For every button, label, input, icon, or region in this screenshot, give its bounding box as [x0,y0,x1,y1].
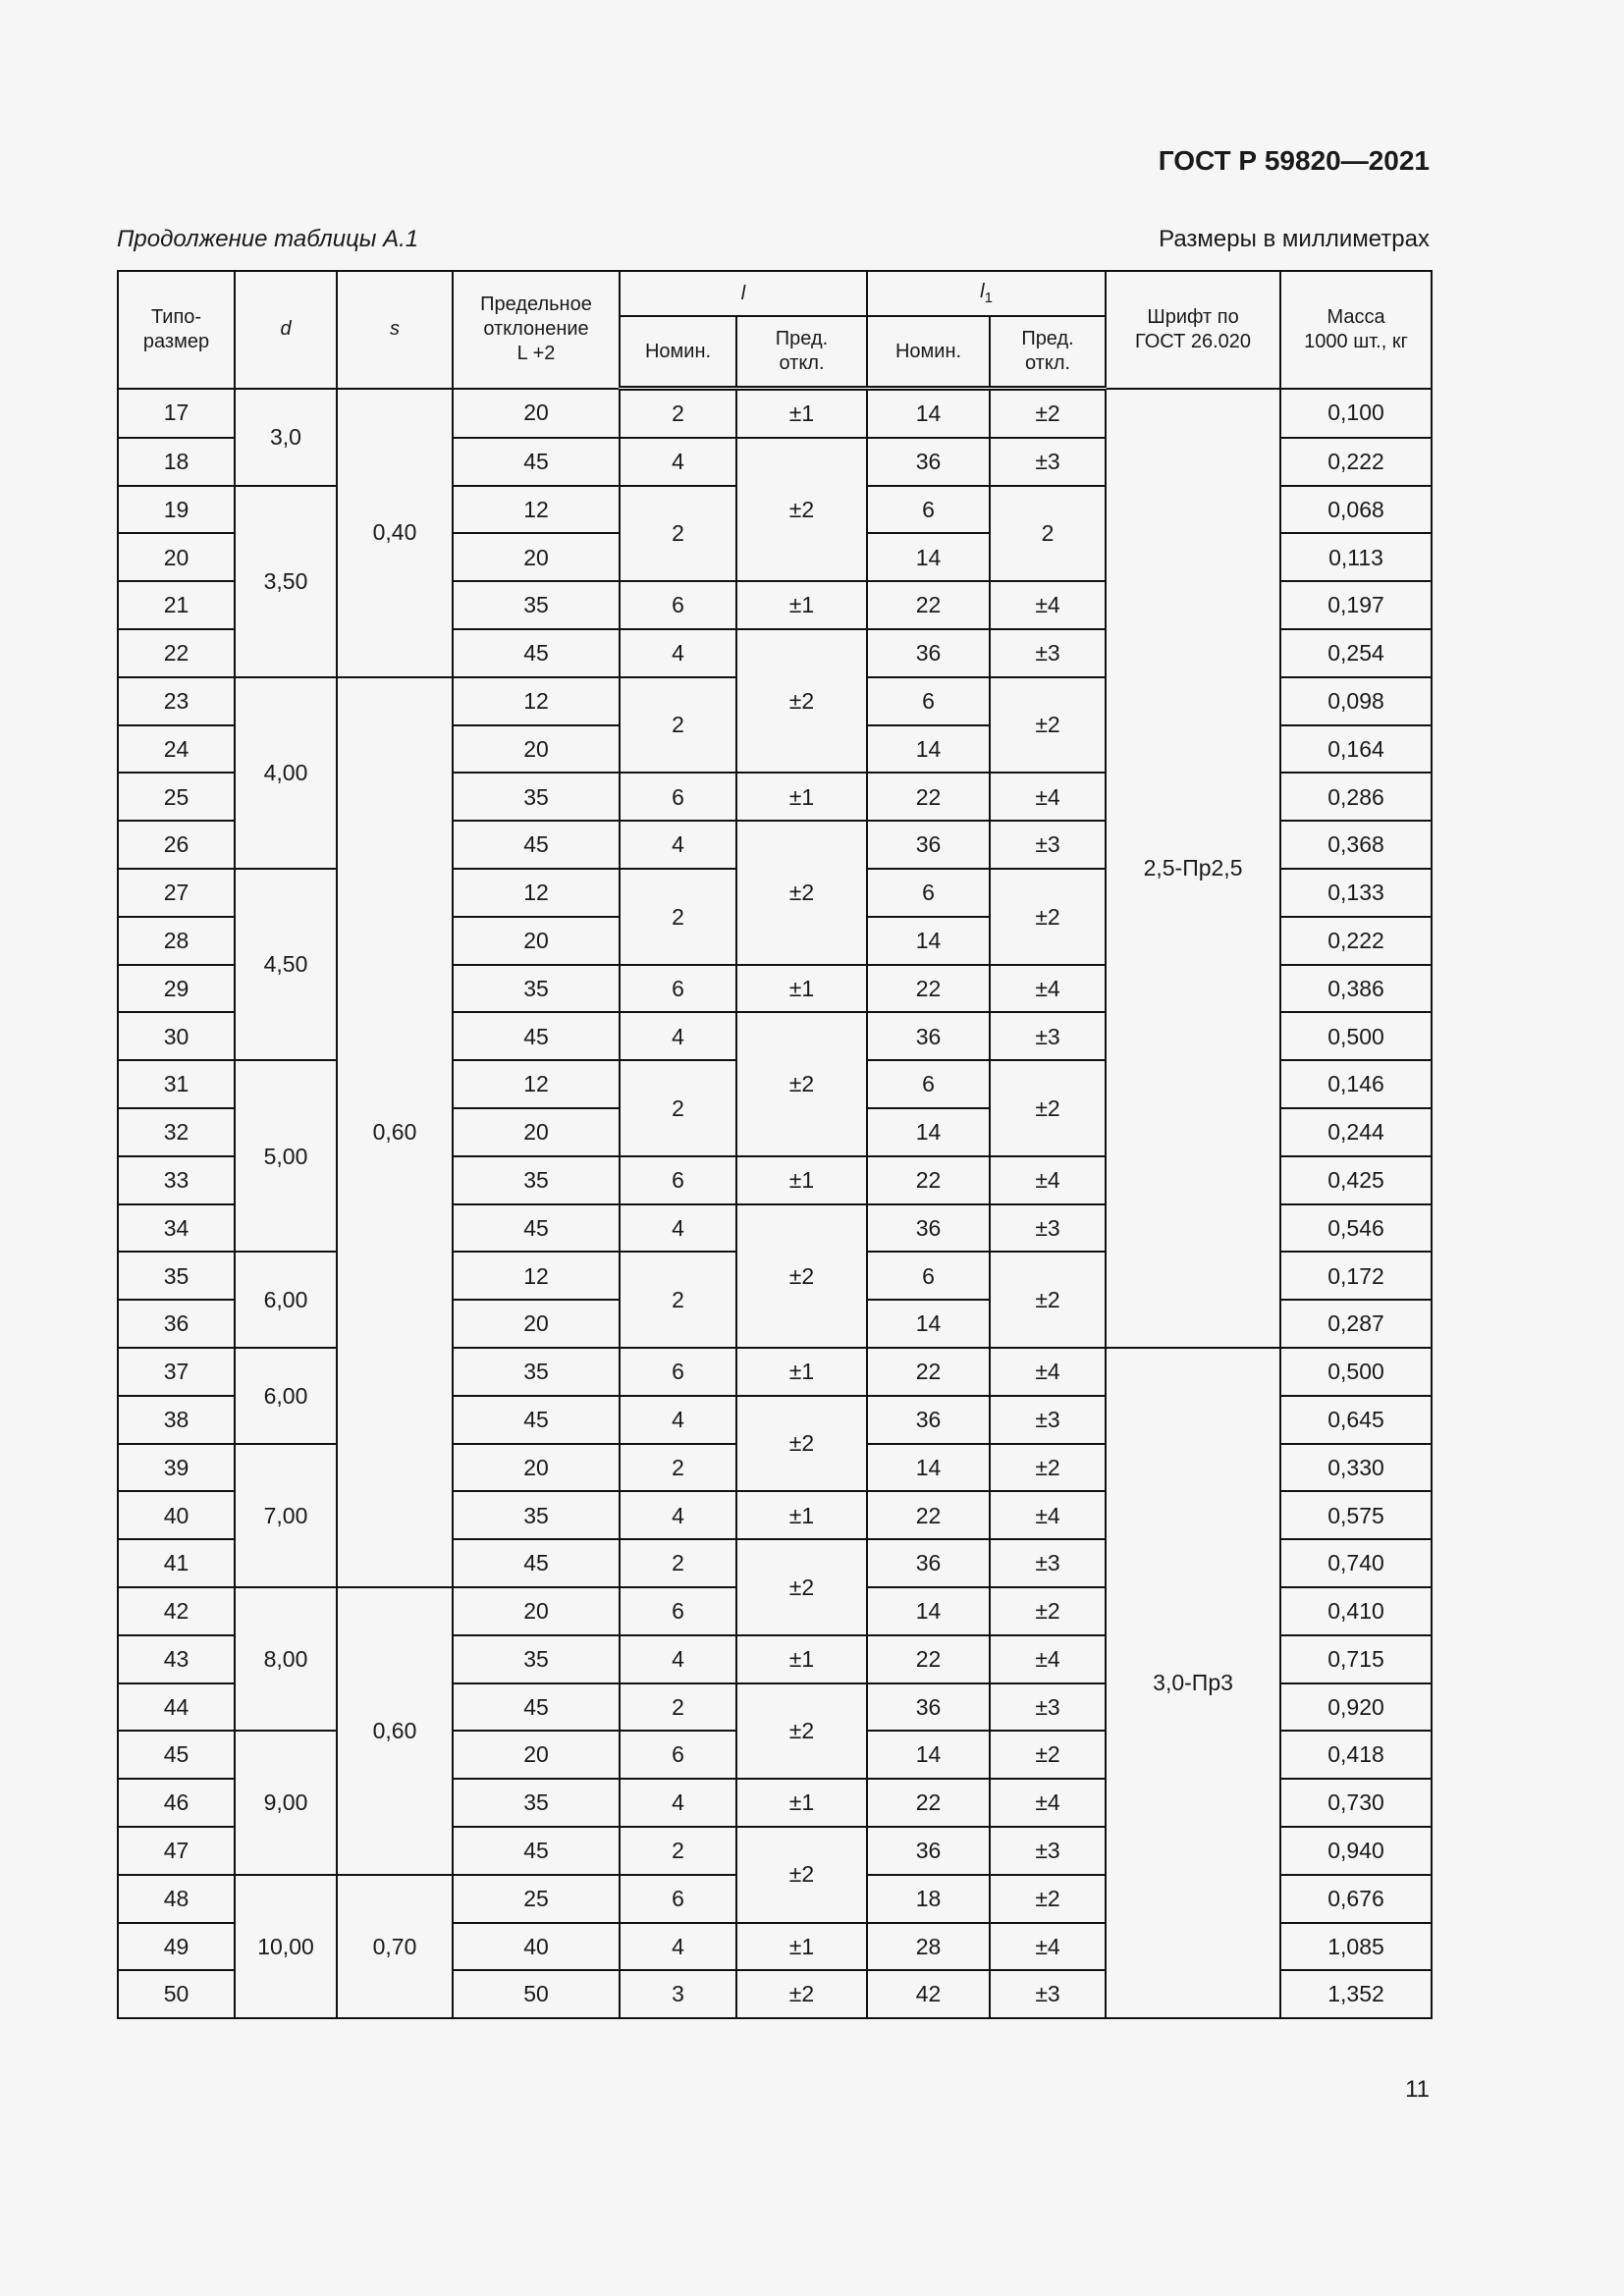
cell-l1-nomin: 6 [867,677,990,725]
cell-massa: 0,100 [1280,389,1432,438]
cell-tiporazmer: 47 [118,1827,235,1875]
header-shrift-text: Шрифт по ГОСТ 26.020 [1135,305,1252,352]
cell-s: 0,70 [337,1875,453,2018]
cell-l1-nomin: 36 [867,1539,990,1587]
cell-L: 12 [453,869,620,917]
cell-L: 50 [453,1970,620,2018]
cell-massa: 0,244 [1280,1108,1432,1156]
cell-tiporazmer: 30 [118,1012,235,1060]
cell-l-nomin: 2 [620,1539,736,1587]
cell-d: 9,00 [235,1731,337,1874]
cell-massa: 0,164 [1280,725,1432,774]
cell-massa: 0,197 [1280,581,1432,629]
cell-l1-pred: ±4 [990,1635,1106,1683]
cell-d: 8,00 [235,1587,337,1731]
header-l1-pred [990,316,1106,389]
cell-l-nomin: 4 [620,821,736,869]
cell-massa: 0,740 [1280,1539,1432,1587]
cell-l1-nomin: 14 [867,917,990,965]
cell-l-nomin: 6 [620,1875,736,1923]
cell-l1-pred: ±3 [990,1683,1106,1732]
cell-d: 6,00 [235,1348,337,1444]
cell-l-nomin: 4 [620,629,736,677]
cell-l-pred: ±2 [736,1539,867,1635]
cell-l-pred: ±1 [736,389,867,438]
cell-l1-pred: ±2 [990,1731,1106,1779]
cell-l1-pred: ±3 [990,629,1106,677]
cell-l-pred: ±1 [736,1156,867,1204]
cell-L: 35 [453,773,620,821]
cell-L: 20 [453,1731,620,1779]
cell-l-pred: ±1 [736,1635,867,1683]
cell-l-pred: ±1 [736,1348,867,1396]
cell-l1-nomin: 18 [867,1875,990,1923]
cell-l1-pred: ±4 [990,1348,1106,1396]
cell-tiporazmer: 33 [118,1156,235,1204]
cell-l-pred: ±2 [736,1204,867,1348]
cell-l-nomin: 2 [620,1827,736,1875]
cell-tiporazmer: 48 [118,1875,235,1923]
cell-l-nomin: 4 [620,1779,736,1827]
cell-L: 45 [453,1539,620,1587]
cell-l1-pred: ±2 [990,1587,1106,1635]
cell-l-nomin: 4 [620,1923,736,1971]
cell-massa: 1,085 [1280,1923,1432,1971]
cell-massa: 0,368 [1280,821,1432,869]
cell-l-nomin: 6 [620,581,736,629]
cell-massa: 0,418 [1280,1731,1432,1779]
cell-L: 35 [453,1491,620,1539]
cell-L: 35 [453,965,620,1013]
cell-massa: 0,386 [1280,965,1432,1013]
cell-shrift: 2,5-Пр2,5 [1106,389,1280,1348]
cell-l-pred: ±2 [736,821,867,964]
cell-L: 35 [453,1779,620,1827]
cell-tiporazmer: 35 [118,1252,235,1300]
table-body [118,389,1432,2019]
cell-l1-pred: ±3 [990,1970,1106,2018]
cell-L: 45 [453,1204,620,1253]
cell-l-nomin: 6 [620,1587,736,1635]
cell-tiporazmer: 17 [118,389,235,438]
cell-l-pred: ±1 [736,965,867,1013]
header-l-pred [736,316,867,389]
units-caption: Размеры в миллиметрах [1159,226,1430,252]
header-pred-otkl-text: Предельное отклонение L +2 [480,294,592,365]
cell-massa: 1,352 [1280,1970,1432,2018]
cell-l1-pred: ±4 [990,581,1106,629]
cell-tiporazmer: 20 [118,533,235,581]
header-shrift [1106,271,1280,389]
cell-L: 20 [453,917,620,965]
cell-tiporazmer: 40 [118,1491,235,1539]
cell-tiporazmer: 21 [118,581,235,629]
cell-l1-pred: ±2 [990,1875,1106,1923]
cell-L: 20 [453,725,620,774]
cell-L: 45 [453,1396,620,1444]
cell-tiporazmer: 39 [118,1444,235,1492]
cell-l1-nomin: 6 [867,1252,990,1300]
cell-l-pred: ±2 [736,1970,867,2018]
cell-tiporazmer: 46 [118,1779,235,1827]
cell-tiporazmer: 23 [118,677,235,725]
cell-l1-pred: ±3 [990,1204,1106,1253]
cell-d: 5,00 [235,1060,337,1252]
cell-massa: 0,645 [1280,1396,1432,1444]
cell-d: 4,00 [235,677,337,869]
header-l1 [867,271,1106,316]
cell-massa: 0,286 [1280,773,1432,821]
cell-massa: 0,222 [1280,438,1432,486]
cell-l1-nomin: 36 [867,1396,990,1444]
cell-d: 6,00 [235,1252,337,1348]
cell-massa: 0,425 [1280,1156,1432,1204]
cell-d: 7,00 [235,1444,337,1587]
cell-tiporazmer: 19 [118,486,235,534]
cell-l-pred: ±2 [736,438,867,581]
cell-l-nomin: 2 [620,389,736,438]
cell-l1-pred: ±2 [990,1444,1106,1492]
cell-l1-nomin: 36 [867,1827,990,1875]
cell-l1-nomin: 22 [867,1348,990,1396]
cell-massa: 0,068 [1280,486,1432,534]
cell-l-pred: ±1 [736,1491,867,1539]
header-l: l [620,271,867,316]
cell-l1-nomin: 6 [867,486,990,534]
cell-l1-nomin: 22 [867,1491,990,1539]
cell-l-pred: ±2 [736,1683,867,1780]
cell-l1-nomin: 22 [867,965,990,1013]
cell-l1-pred: ±3 [990,1396,1106,1444]
cell-l1-nomin: 14 [867,1444,990,1492]
header-massa [1280,271,1432,389]
cell-l-nomin: 2 [620,677,736,774]
cell-l1-pred: ±3 [990,1012,1106,1060]
cell-massa: 0,098 [1280,677,1432,725]
cell-l1-pred: ±4 [990,773,1106,821]
cell-l1-pred: ±2 [990,1060,1106,1156]
cell-l1-nomin: 6 [867,869,990,917]
cell-l1-pred: ±4 [990,965,1106,1013]
cell-massa: 0,133 [1280,869,1432,917]
cell-l-nomin: 6 [620,773,736,821]
cell-massa: 0,410 [1280,1587,1432,1635]
cell-tiporazmer: 22 [118,629,235,677]
page-number: 11 [1405,2076,1430,2103]
cell-l-nomin: 2 [620,1683,736,1732]
cell-l1-nomin: 22 [867,581,990,629]
cell-massa: 0,575 [1280,1491,1432,1539]
cell-L: 20 [453,1300,620,1348]
cell-l1-nomin: 36 [867,1683,990,1732]
cell-tiporazmer: 44 [118,1683,235,1732]
cell-l-nomin: 4 [620,1012,736,1060]
cell-l-nomin: 4 [620,1635,736,1683]
cell-l1-nomin: 22 [867,773,990,821]
cell-s: 0,60 [337,677,453,1587]
cell-l-nomin: 2 [620,869,736,965]
document-number: ГОСТ Р 59820—2021 [1158,145,1430,176]
table-row [118,389,1432,438]
cell-massa: 0,113 [1280,533,1432,581]
cell-l1-nomin: 6 [867,1060,990,1108]
cell-massa: 0,730 [1280,1779,1432,1827]
header-l-nomin: Номин. [620,316,736,389]
cell-tiporazmer: 43 [118,1635,235,1683]
cell-tiporazmer: 41 [118,1539,235,1587]
cell-tiporazmer: 36 [118,1300,235,1348]
cell-l1-nomin: 36 [867,821,990,869]
cell-l-nomin: 4 [620,1491,736,1539]
cell-massa: 0,287 [1280,1300,1432,1348]
cell-L: 20 [453,1108,620,1156]
cell-massa: 0,172 [1280,1252,1432,1300]
cell-L: 20 [453,1444,620,1492]
cell-d: 10,00 [235,1875,337,2018]
cell-l-nomin: 4 [620,1204,736,1253]
cell-l-pred: ±1 [736,1923,867,1971]
cell-tiporazmer: 26 [118,821,235,869]
cell-L: 25 [453,1875,620,1923]
cell-l1-pred: ±2 [990,1252,1106,1348]
cell-l-pred: ±1 [736,581,867,629]
cell-d: 3,0 [235,389,337,486]
cell-s: 0,60 [337,1587,453,1875]
cell-l1-nomin: 28 [867,1923,990,1971]
cell-L: 12 [453,677,620,725]
cell-L: 35 [453,1635,620,1683]
cell-l1-nomin: 14 [867,389,990,438]
cell-tiporazmer: 24 [118,725,235,774]
header-tiporazmer-text: Типо- размер [142,305,210,352]
cell-L: 20 [453,389,620,438]
cell-L: 45 [453,1683,620,1732]
cell-tiporazmer: 38 [118,1396,235,1444]
cell-l-nomin: 6 [620,965,736,1013]
cell-L: 12 [453,486,620,534]
cell-l1-pred: ±3 [990,438,1106,486]
cell-l1-pred: 2 [990,486,1106,582]
cell-l1-nomin: 22 [867,1635,990,1683]
cell-l-nomin: 2 [620,1444,736,1492]
cell-l1-nomin: 42 [867,1970,990,2018]
cell-l1-pred: ±3 [990,1539,1106,1587]
cell-massa: 0,500 [1280,1012,1432,1060]
cell-l-pred: ±2 [736,1012,867,1155]
header-massa-text: Масса 1000 шт., кг [1304,305,1408,352]
cell-l-pred: ±2 [736,1827,867,1923]
cell-l-nomin: 2 [620,1060,736,1156]
cell-l-pred: ±2 [736,1396,867,1492]
cell-l1-pred: ±3 [990,821,1106,869]
cell-d: 3,50 [235,486,337,677]
cell-l-pred: ±2 [736,629,867,773]
cell-l-nomin: 4 [620,1396,736,1444]
cell-massa: 0,940 [1280,1827,1432,1875]
cell-l1-pred: ±4 [990,1779,1106,1827]
cell-l1-pred: ±4 [990,1923,1106,1971]
cell-l-nomin: 6 [620,1731,736,1779]
cell-l1-pred: ±2 [990,389,1106,438]
cell-l-nomin: 6 [620,1156,736,1204]
cell-tiporazmer: 28 [118,917,235,965]
cell-tiporazmer: 31 [118,1060,235,1108]
cell-l-nomin: 2 [620,486,736,582]
cell-L: 45 [453,438,620,486]
cell-l1-nomin: 36 [867,629,990,677]
cell-l1-nomin: 14 [867,533,990,581]
cell-l-nomin: 3 [620,1970,736,2018]
table-row [118,1348,1432,1396]
cell-l1-nomin: 14 [867,1108,990,1156]
cell-massa: 0,222 [1280,917,1432,965]
cell-tiporazmer: 29 [118,965,235,1013]
cell-massa: 0,676 [1280,1875,1432,1923]
header-d: d [235,271,337,389]
cell-l-nomin: 6 [620,1348,736,1396]
cell-l1-nomin: 36 [867,1012,990,1060]
cell-tiporazmer: 32 [118,1108,235,1156]
cell-tiporazmer: 45 [118,1731,235,1779]
header-s: s [337,271,453,389]
cell-l-pred: ±1 [736,773,867,821]
cell-massa: 0,254 [1280,629,1432,677]
cell-l1-nomin: 14 [867,1587,990,1635]
cell-l1-pred: ±3 [990,1827,1106,1875]
cell-L: 20 [453,533,620,581]
cell-tiporazmer: 37 [118,1348,235,1396]
cell-l1-nomin: 22 [867,1779,990,1827]
cell-massa: 0,715 [1280,1635,1432,1683]
cell-L: 35 [453,1156,620,1204]
cell-L: 45 [453,1012,620,1060]
cell-L: 20 [453,1587,620,1635]
header-l1-pred-text: Пред. откл. [1021,328,1074,374]
cell-l-nomin: 2 [620,1252,736,1348]
cell-massa: 0,146 [1280,1060,1432,1108]
cell-massa: 0,330 [1280,1444,1432,1492]
cell-l1-nomin: 36 [867,438,990,486]
cell-tiporazmer: 49 [118,1923,235,1971]
cell-L: 12 [453,1252,620,1300]
cell-l1-nomin: 14 [867,725,990,774]
cell-L: 35 [453,581,620,629]
cell-l1-pred: ±4 [990,1156,1106,1204]
cell-l1-nomin: 36 [867,1204,990,1253]
cell-L: 35 [453,1348,620,1396]
cell-d: 4,50 [235,869,337,1060]
header-tiporazmer [118,271,235,389]
cell-l1-pred: ±2 [990,677,1106,774]
cell-tiporazmer: 42 [118,1587,235,1635]
cell-L: 45 [453,821,620,869]
cell-tiporazmer: 25 [118,773,235,821]
header-l1-subscript: 1 [984,289,993,306]
cell-L: 40 [453,1923,620,1971]
cell-tiporazmer: 18 [118,438,235,486]
dimensions-table [117,270,1433,2019]
cell-s: 0,40 [337,389,453,677]
cell-tiporazmer: 34 [118,1204,235,1253]
cell-massa: 0,546 [1280,1204,1432,1253]
cell-L: 45 [453,629,620,677]
cell-L: 45 [453,1827,620,1875]
cell-l-nomin: 4 [620,438,736,486]
cell-massa: 0,500 [1280,1348,1432,1396]
header-pred-otkl [453,271,620,389]
cell-l1-nomin: 22 [867,1156,990,1204]
cell-l1-pred: ±4 [990,1491,1106,1539]
table-continuation-caption: Продолжение таблицы А.1 [117,226,419,252]
cell-massa: 0,920 [1280,1683,1432,1732]
header-l1-nomin: Номин. [867,316,990,389]
cell-shrift: 3,0-Пр3 [1106,1348,1280,2018]
cell-l1-nomin: 14 [867,1731,990,1779]
cell-tiporazmer: 27 [118,869,235,917]
cell-l1-nomin: 14 [867,1300,990,1348]
cell-L: 12 [453,1060,620,1108]
cell-l-pred: ±1 [736,1779,867,1827]
cell-l1-pred: ±2 [990,869,1106,965]
header-l1-text: l [980,280,985,302]
cell-tiporazmer: 50 [118,1970,235,2018]
header-l-pred-text: Пред. откл. [775,328,829,374]
